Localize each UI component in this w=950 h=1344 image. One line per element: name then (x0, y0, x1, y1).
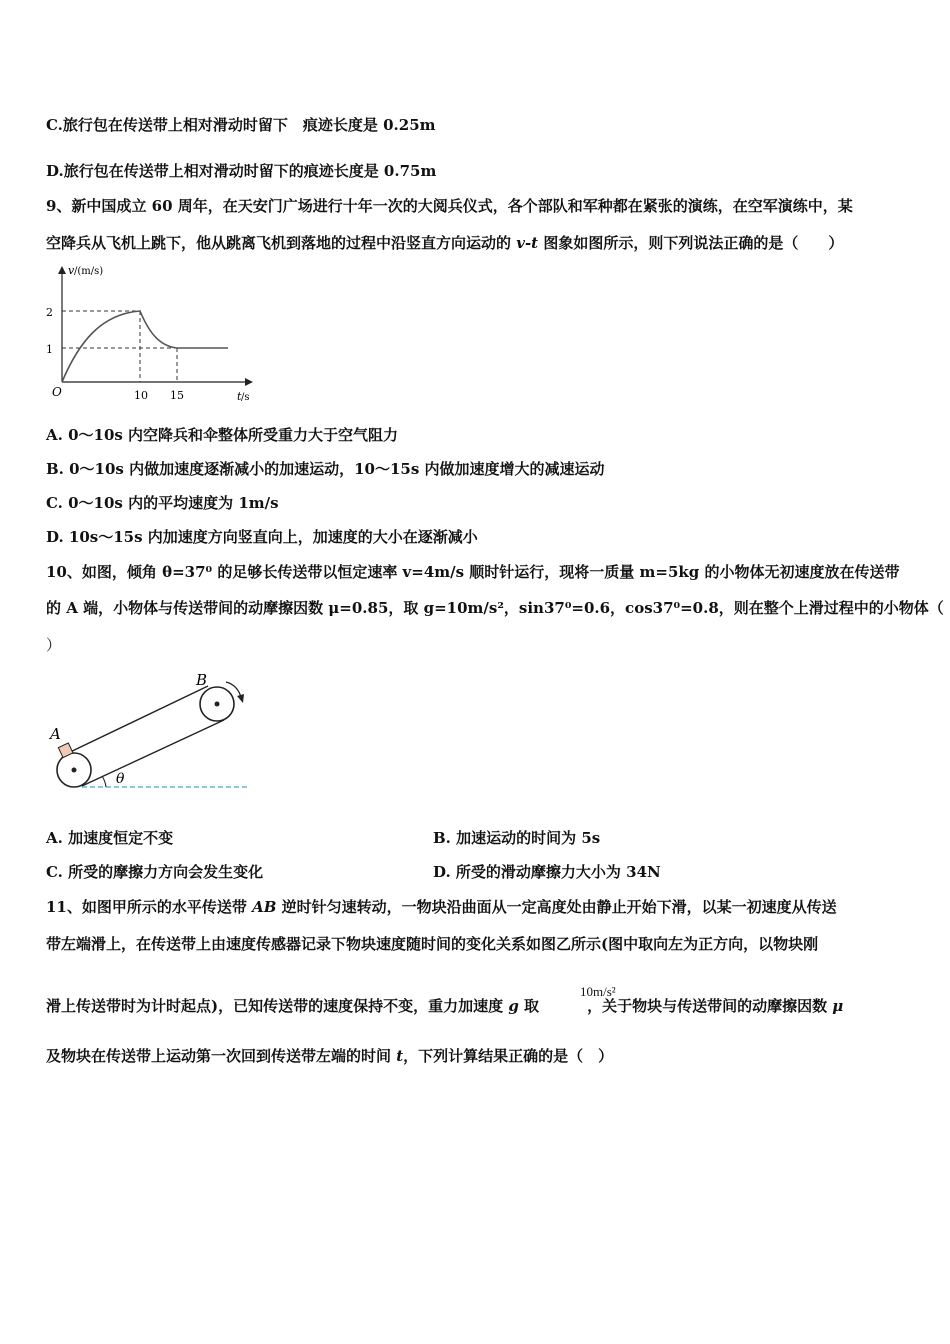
q10-option-c: C. 所受的摩擦力方向会发生变化 (46, 863, 264, 881)
q11-t: t (396, 1047, 404, 1065)
q11-text-e: ，关于物块与传送带间的动摩擦因数 (587, 997, 833, 1015)
q9-xtick-15: 15 (170, 389, 184, 402)
q9-axis-t-unit: /s (241, 392, 250, 403)
q9-option-d: D. 10s～15s 内加速度方向竖直向上，加速度的大小在逐渐减小 (46, 528, 478, 546)
q10-option-a: A. 加速度恒定不变 (46, 829, 174, 847)
q9-axis-t: t (237, 390, 242, 403)
q11-text-a: 11、如图甲所示的水平传送带 (46, 898, 253, 916)
q11-text-c: 滑上传送带时为计时起点)，已知传送带的速度保持不变，重力加速度 (46, 997, 509, 1015)
q9-stem-line2 (46, 233, 843, 253)
q11-stem-line1 (46, 897, 837, 917)
q9-stem-line1: 9、新中国成立 60 周年，在天安门广场进行十年一次的大阅兵仪式，各个部队和军种都在紧张的演练，在空军演练中，某 (46, 197, 853, 215)
q11-stem-line2: 带左端滑上，在传送带上由速度传感器记录下物块速度随时间的变化关系如图乙所示(图中取向左为正方向，以物块刚 (46, 935, 819, 953)
q9-vt-graph (40, 258, 265, 408)
q11-text-b: 逆时针匀速转动，一物块沿曲面从一定高度处由静止开始下滑，以某一初速度从传送 (276, 898, 837, 916)
q9-axis-v: v (68, 264, 75, 277)
q11-ab: AB (252, 898, 277, 916)
q9-stem-text-a: 空降兵从飞机上跳下，他从跳离飞机到落地的过程中沿竖直方向运动的 (46, 234, 517, 252)
q11-text-d: 取 (518, 997, 540, 1015)
q10-option-b: B. 加速运动的时间为 5s (433, 829, 601, 847)
q10-label-a: A (50, 725, 61, 743)
q9-origin: O (52, 385, 62, 399)
q11-text-g: ，下列计算结果正确的是（ ） (403, 1047, 614, 1065)
q11-text-f: 及物块在传送带上运动第一次回到传送带左端的时间 (46, 1047, 397, 1065)
q11-units: 10m/s² (580, 984, 616, 999)
q9-option-a: A. 0～10s 内空降兵和伞整体所受重力大于空气阻力 (46, 426, 399, 444)
q11-stem-line4 (46, 1046, 613, 1066)
q8-option-c: C.旅行包在传送带上相对滑动时留下 痕迹长度是 0.25m (46, 116, 436, 134)
q10-label-b: B (196, 671, 208, 689)
q11-g: g (508, 997, 519, 1015)
q10-angle-label: θ (116, 771, 125, 787)
q9-ytick-2: 2 (46, 306, 53, 319)
q8-option-d: D.旅行包在传送带上相对滑动时留下的痕迹长度是 0.75m (46, 162, 437, 180)
q9-option-c: C. 0～10s 内的平均速度为 1m/s (46, 494, 279, 512)
q9-ytick-1: 1 (46, 343, 53, 356)
q9-xtick-10: 10 (134, 389, 148, 402)
q10-stem-line3: ） (46, 636, 62, 654)
q9-axis-v-unit: /(m/s) (74, 266, 104, 277)
q9-stem-text-b: 图象如图所示，则下列说法正确的是（ ） (538, 234, 844, 252)
q10-option-d: D. 所受的滑动摩擦力大小为 34N (433, 863, 661, 881)
q10-stem-line2: 的 A 端，小物体与传送带间的动摩擦因数 μ=0.85，取 g=10m/s²，sin37⁰=0.6，cos37⁰=0.8，则在整个上滑过程中的小物体（ (46, 599, 944, 617)
q10-stem-line1: 10、如图，倾角 θ=37⁰ 的足够长传送带以恒定速率 v=4m/s 顺时针运行，现将一质量 m=5kg 的小物体无初速度放在传送带 (46, 563, 900, 581)
q10-conveyor-figure (40, 662, 260, 797)
q11-stem-line3 (46, 996, 843, 1016)
q9-vt-label: v-t (516, 234, 539, 252)
q9-velocity-curve (62, 311, 228, 382)
q11-mu: μ (832, 997, 844, 1015)
q9-option-b: B. 0～10s 内做加速度逐渐减小的加速运动，10～15s 内做加速度增大的减速运动 (46, 460, 605, 478)
